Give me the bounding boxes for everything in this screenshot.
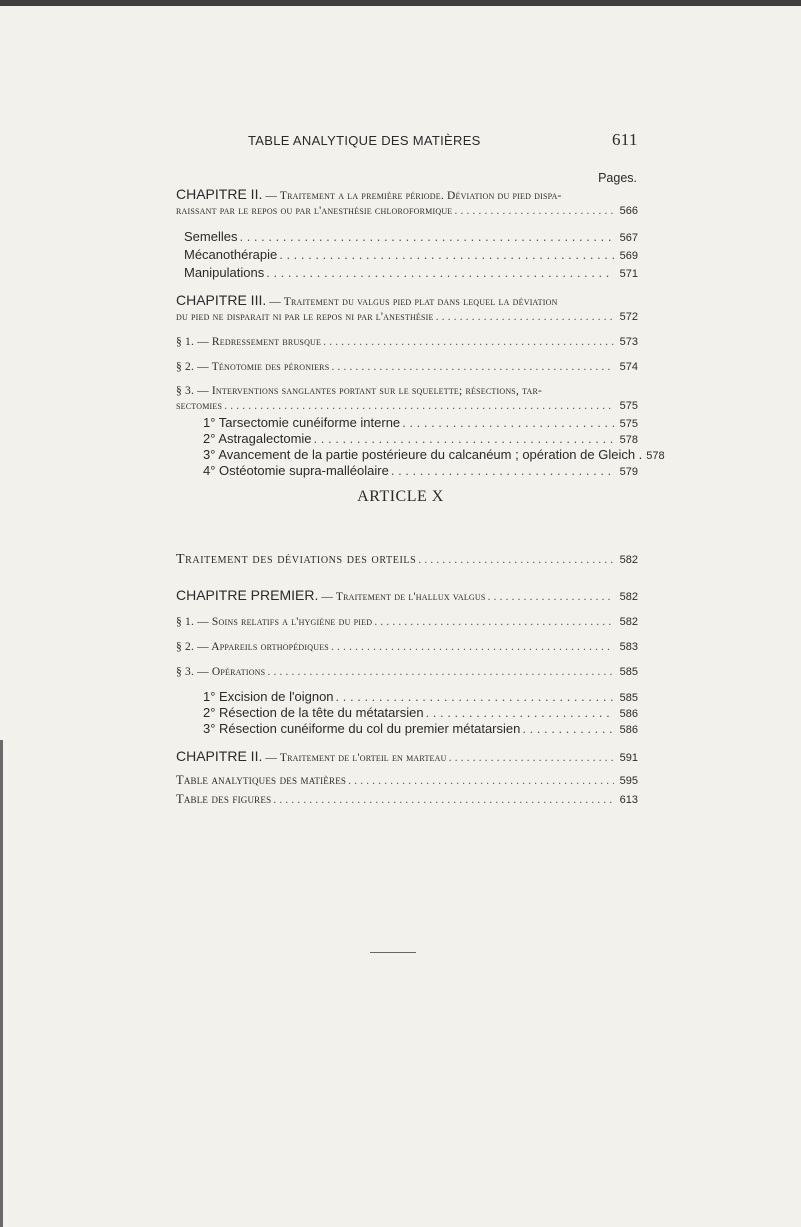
leader-dots — [374, 614, 614, 628]
entry-label-cont: sectomies — [176, 400, 223, 412]
leader-dots — [273, 792, 614, 806]
page-number: 611 — [612, 130, 638, 149]
toc-entry-h-section-3 — [176, 664, 638, 679]
leader-dots — [336, 690, 614, 704]
page-ref: 572 — [619, 311, 638, 323]
toc-entry-item-3 — [176, 447, 665, 463]
page-ref: 575 — [619, 418, 638, 430]
toc-entry-item-1 — [176, 416, 638, 431]
leader-dots — [436, 309, 614, 323]
leader-dots — [266, 266, 614, 280]
page-ref: 591 — [619, 752, 638, 764]
toc-entry-semelles — [176, 230, 638, 245]
entry-label: Mécanothérapie — [184, 247, 278, 262]
entry-label: § 2. — Ténotomie des péroniers — [176, 361, 330, 373]
page-left-edge — [0, 740, 3, 1227]
toc-entry-section-2 — [176, 359, 638, 374]
chapter-title: — Traitement a la première période. Déviation du pied dispa- — [265, 190, 562, 202]
entry-label: 4° Ostéotomie supra-malléolaire — [203, 463, 389, 478]
leader-dots — [449, 750, 614, 764]
page-ref: 586 — [619, 708, 638, 720]
entry-label: Table analytiques des matières — [176, 773, 347, 787]
page-ref: 595 — [619, 775, 638, 787]
article-subtitle: Traitement des déviations des orteils — [176, 552, 417, 567]
page-ref: 613 — [619, 794, 638, 806]
toc-entry-chapitre-3 — [176, 293, 638, 324]
page-ref: 583 — [619, 641, 638, 653]
pages-column-label: Pages. — [598, 171, 637, 185]
header-title: TABLE ANALYTIQUE DES MATIÈRES — [248, 133, 481, 148]
leader-dots — [426, 706, 614, 720]
leader-dots — [348, 773, 614, 787]
toc-entry-h-item-3 — [176, 722, 638, 737]
toc-entry-h-section-1 — [176, 614, 638, 629]
entry-label: § 1. — Soins relatifs a l'hygiène du pied — [176, 616, 373, 628]
page-ref: 585 — [619, 666, 638, 678]
leader-dots — [488, 589, 614, 603]
page-ref: 575 — [619, 400, 638, 412]
leader-dots — [331, 359, 614, 373]
toc-entry-chapitre-2-a — [176, 187, 638, 218]
leader-dots — [454, 203, 614, 217]
toc-entry-h-item-1 — [176, 690, 638, 705]
toc-entry-section-1 — [176, 334, 638, 349]
toc-entry-mecanotherapie — [176, 248, 638, 263]
entry-label: § 3. — Opérations — [176, 666, 266, 678]
entry-label: 2° Résection de la tête du métatarsien — [203, 705, 424, 720]
chapter-title: — Traitement du valgus pied plat dans lequel la déviation — [269, 296, 558, 308]
page-ref: 585 — [619, 692, 638, 704]
page-ref: 586 — [619, 724, 638, 736]
chapter-label: CHAPITRE III. — [176, 292, 267, 308]
page-ref: 582 — [619, 554, 638, 566]
leader-dots — [239, 230, 614, 244]
page-ref: 574 — [619, 361, 638, 373]
leader-dots — [314, 432, 614, 446]
page-ref: 567 — [619, 232, 638, 244]
page-ref: 582 — [619, 616, 638, 628]
entry-label: Table des figures — [176, 792, 272, 806]
chapter-label: CHAPITRE PREMIER. — [176, 587, 319, 603]
leader-dots — [323, 334, 614, 348]
leader-dots — [522, 722, 614, 736]
chapter-title: — Traitement de l'hallux valgus — [321, 591, 486, 603]
toc-entry-h-section-2 — [176, 639, 638, 654]
leader-dots — [224, 398, 614, 412]
toc-entry-chapitre-2-b — [176, 749, 638, 765]
entry-label: § 2. — Appareils orthopédiques — [176, 641, 329, 653]
toc-entry-section-3 — [176, 384, 638, 413]
toc-entry-article-subtitle — [176, 552, 638, 567]
leader-dots — [267, 664, 614, 678]
entry-label: § 3. — Interventions sanglantes portant sur le squelette; résections, tar- — [176, 385, 543, 397]
toc-entry-item-2 — [176, 432, 638, 447]
entry-label: Semelles — [184, 229, 238, 244]
chapter-title-cont: du pied ne disparait ni par le repos ni par l'anesthésie — [176, 311, 434, 323]
toc-entry-table-figures — [176, 792, 638, 807]
toc-entry-table-analytique — [176, 773, 638, 788]
toc-entry-h-item-2 — [176, 706, 638, 721]
entry-label: 1° Tarsectomie cunéiforme interne — [203, 415, 401, 430]
page-ref: 566 — [619, 205, 638, 217]
chapter-title-cont: raissant par le repos ou par l'anesthésie chloroformique — [176, 205, 453, 217]
leader-dots — [418, 552, 614, 566]
chapter-label: CHAPITRE II. — [176, 186, 263, 202]
chapter-title: — Traitement de l'orteil en marteau — [265, 752, 447, 764]
entry-label: § 1. — Redressement brusque — [176, 336, 322, 348]
leader-dots — [391, 464, 614, 478]
page-ref: 578 — [619, 434, 638, 446]
page-ref: 582 — [619, 591, 638, 603]
leader-dots — [331, 639, 614, 653]
page-ref: 579 — [619, 466, 638, 478]
page-ref: 578 — [646, 450, 665, 462]
entry-label: 3° Avancement de la partie postérieure du calcanéum ; opération de Gleich . — [203, 447, 643, 462]
entry-label: 2° Astragalectomie — [203, 431, 312, 446]
page-ref: 569 — [619, 250, 638, 262]
page-ref: 573 — [619, 336, 638, 348]
end-rule — [370, 952, 416, 953]
leader-dots — [402, 416, 614, 430]
page-ref: 571 — [619, 268, 638, 280]
page-top-edge — [0, 0, 801, 6]
toc-entry-chapitre-premier — [176, 588, 638, 604]
entry-label: 1° Excision de l'oignon — [203, 689, 334, 704]
toc-entry-item-4 — [176, 464, 638, 479]
chapter-label: CHAPITRE II. — [176, 748, 263, 764]
article-heading: ARTICLE X — [357, 488, 444, 505]
entry-label: Manipulations — [184, 265, 265, 280]
toc-entry-manipulations — [176, 266, 638, 281]
leader-dots — [279, 248, 614, 262]
entry-label: 3° Résection cunéiforme du col du premier métatarsien — [203, 721, 521, 736]
